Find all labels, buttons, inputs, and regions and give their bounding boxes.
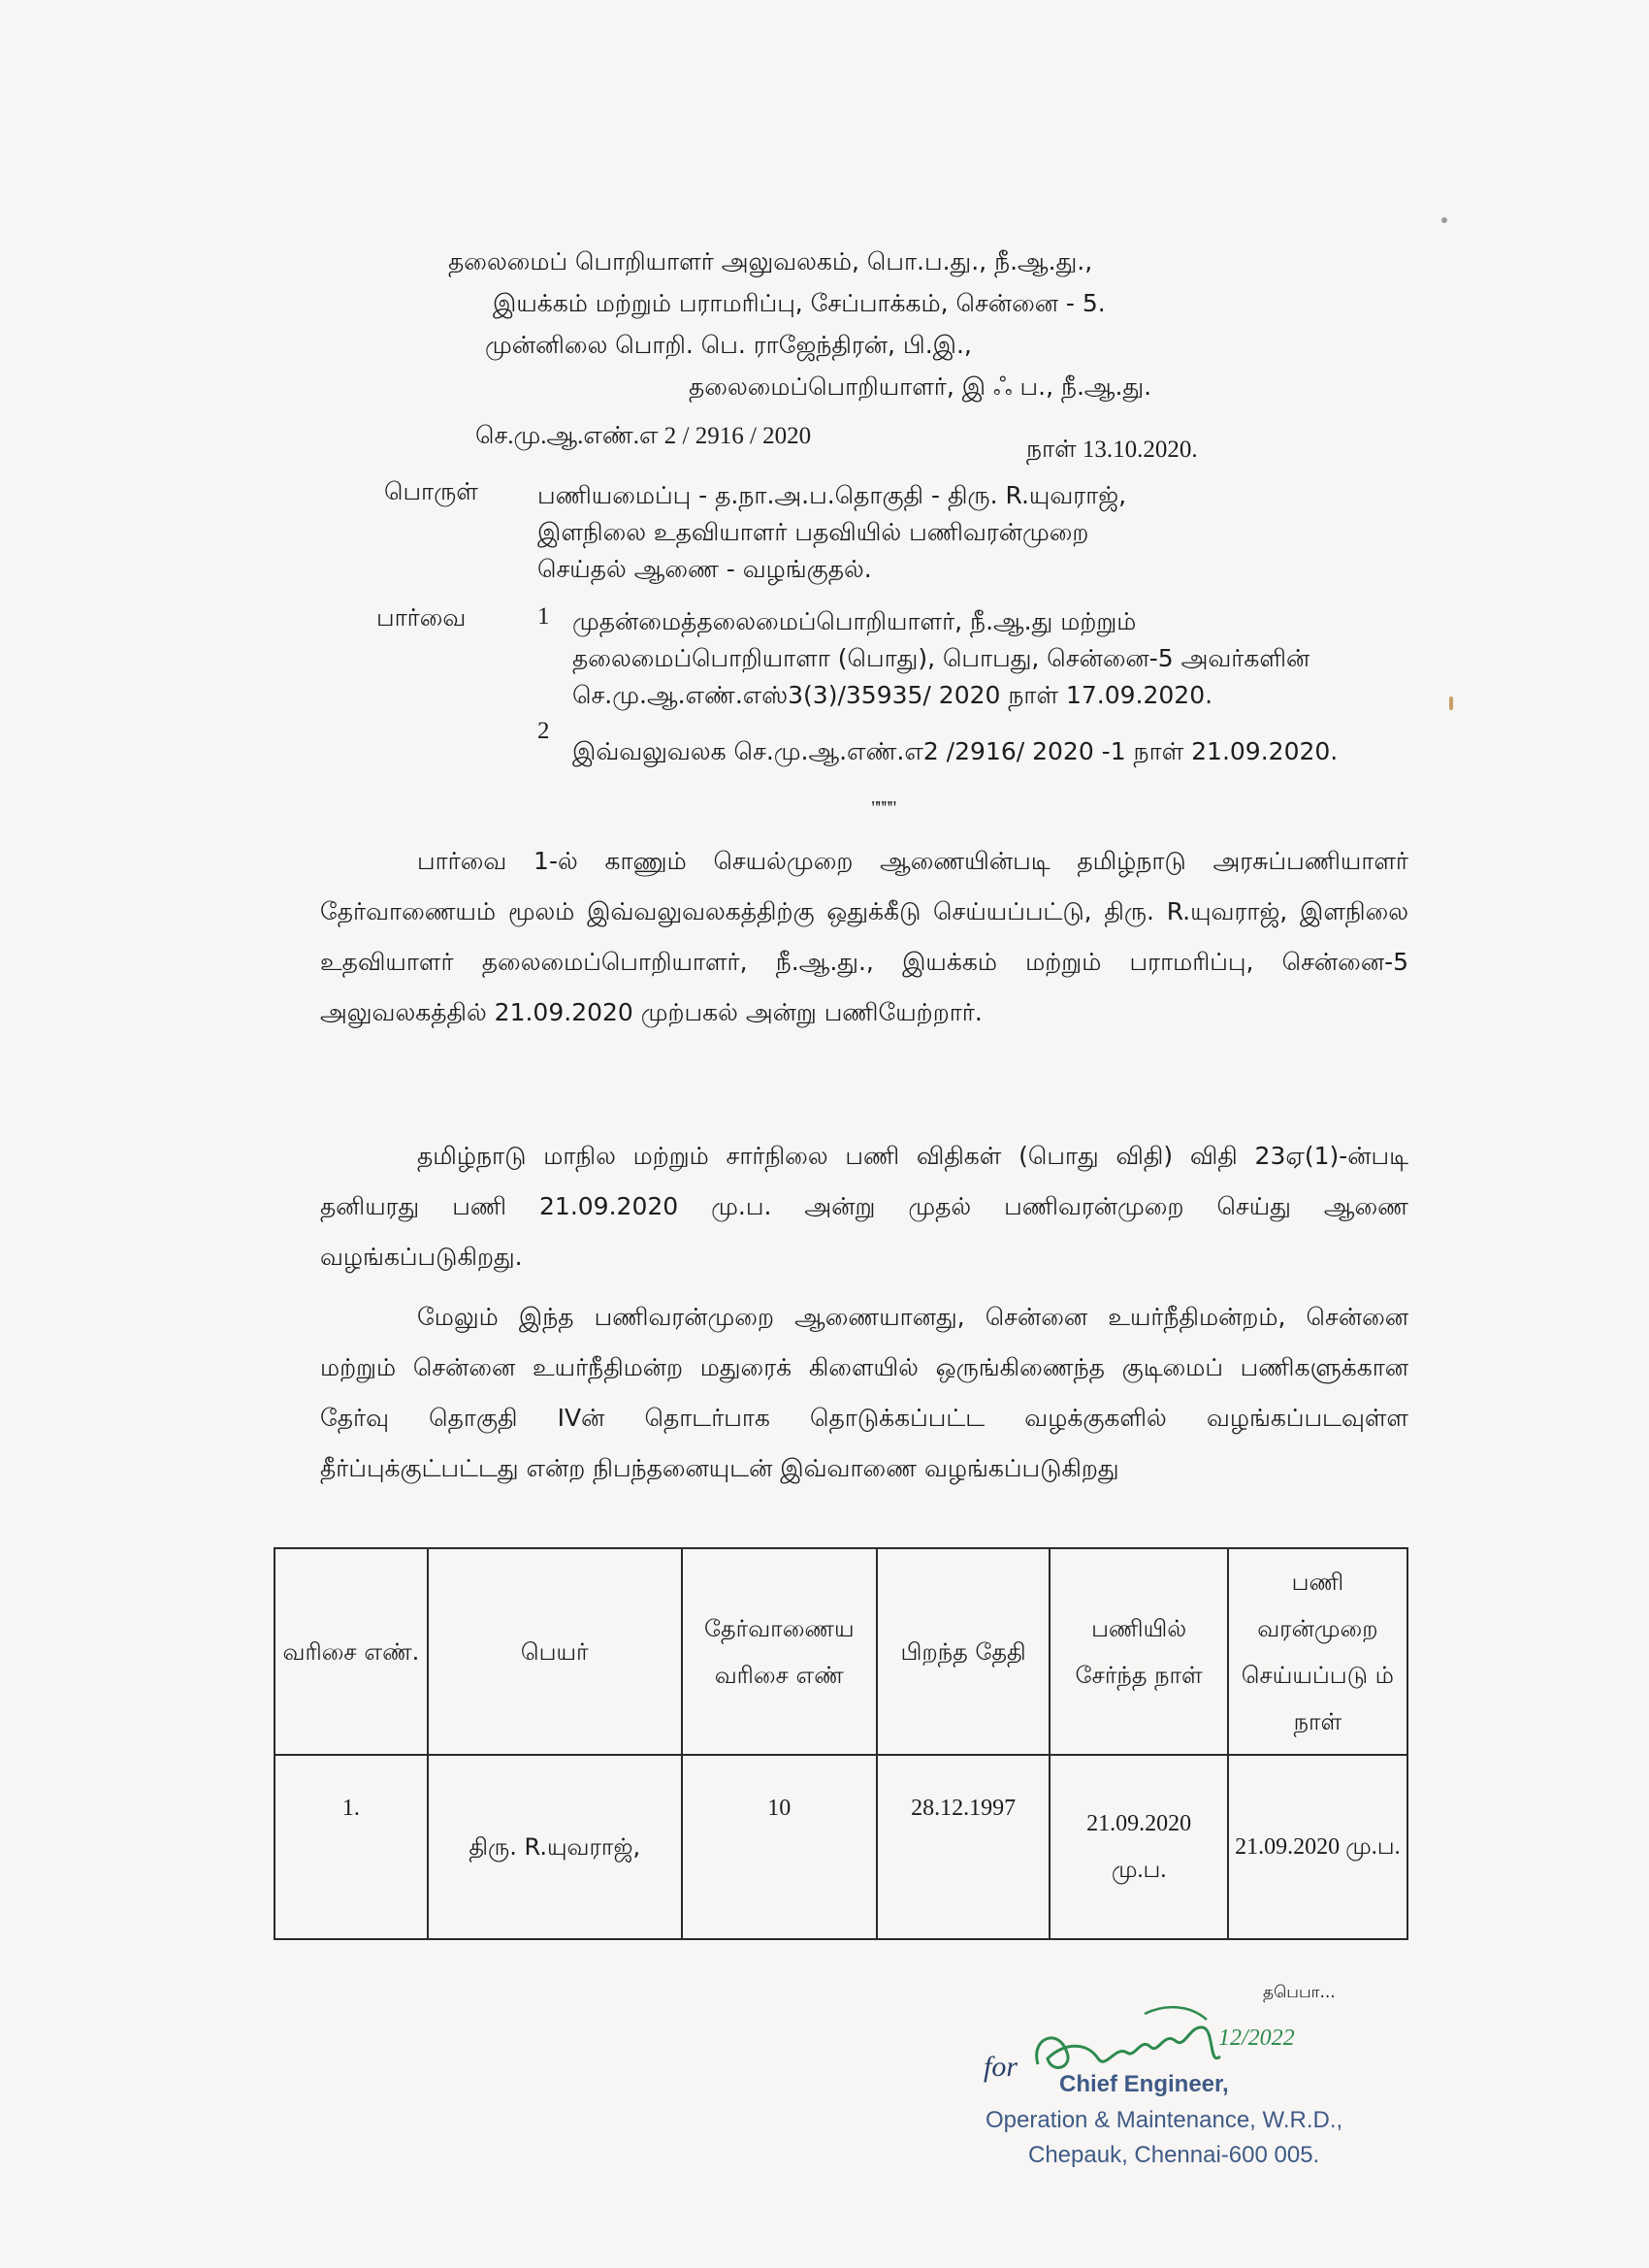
reference-line: இவ்வலுவலக செ.மு.ஆ.எண்.எ2 /2916/ 2020 -1 நாள் 21.09.2020. [572,737,1339,765]
cell-tnpsc-rank: 10 [682,1755,877,1939]
paragraph-opening-word: பார்வை [417,847,507,875]
column-header-regularisation-date: பணி வரன்முறை செய்யப்படு ம் நாள் [1228,1548,1407,1755]
reference-number-1: 1 [537,603,550,630]
subject-line: இளநிலை உதவியாளர் பதவியில் பணிவரன்முறை [537,518,1089,546]
table-header-row [275,1548,1407,1755]
proceedings-number: செ.மு.ஆ.எண்.எ 2 / 2916 / 2020 [475,423,812,449]
reference-line: தலைமைப்பொறியாளா (பொது), பொபது, சென்னை-5 அவர்களின் [572,644,1310,672]
signature-stroke [1037,2027,1220,2068]
reference-item-2 [572,737,1338,769]
cell-joining-date: 21.09.2020 மு.ப. [1050,1755,1227,1939]
body-paragraph-3 [320,1292,1408,1494]
paragraph-opening-word: தமிழ்நாடு [417,1142,527,1170]
reference-number-2: 2 [537,718,550,744]
signatory-office: Operation & Maintenance, W.R.D., [986,2107,1343,2133]
continued-mark: தபெபா... [1263,1983,1336,2002]
cell-name: திரு. R.யுவராஜ், [428,1755,682,1939]
cell-regularisation-date: 21.09.2020 மு.ப. [1228,1755,1407,1939]
reference-item-1 [572,603,1310,714]
signatory-address: Chepauk, Chennai-600 005. [1028,2142,1320,2168]
column-header-joining-date: பணியில் சேர்ந்த நாள் [1050,1548,1227,1755]
subject-label: பொருள் [384,477,478,505]
separator-mark: """" [871,797,895,819]
signature-date-scrawl: 12/2022 [1218,2025,1295,2051]
regularisation-table [274,1547,1408,1940]
cell-date-of-birth: 28.12.1997 [877,1755,1051,1939]
table-row [275,1755,1407,1939]
column-header-name: பெயர் [428,1548,682,1755]
body-paragraph-1 [320,836,1408,1038]
cell-serial-no: 1. [275,1755,428,1939]
signature-for-text: for [984,2051,1018,2083]
column-header-serial-no: வரிசை எண். [275,1548,428,1755]
column-header-tnpsc-rank: தேர்வாணைய வரிசை எண் [682,1548,877,1755]
designation-line: தலைமைப்பொறியாளர், இ ஃ ப., நீ.ஆ.து. [689,373,1152,401]
paragraph-text: 1-ல் காணும் செயல்முறை ஆணையின்படி தமிழ்நாடு அரசுப்பணியாளர் தேர்வாணையம் மூலம் இவ்வலுவலகத்திற்கு ஒதுக்கீடு செய்யப்பட்டு, திரு. R.யுவராஜ், இளநிலை உதவியாளர் தலைமைப்பொறியாளர், நீ.ஆ.து., இயக்கம் மற்றும் பராமரிப்பு, சென்னை-5 அலுவலகத்தில் 21.09.2020 முற்பகல் அன்று பணியேற்றார். [320,847,1408,1026]
scan-speck [1449,697,1453,710]
reference-line: முதன்மைத்தலைமைப்பொறியாளர், நீ.ஆ.து மற்றும் [572,607,1137,635]
paragraph-text: இந்த பணிவரன்முறை ஆணையானது, சென்னை உயர்நீதிமன்றம், சென்னை மற்றும் சென்னை உயர்நீதிமன்ற மதுரைக் கிளையில் ஒருங்கிணைந்த குடிமைப் பணிகளுக்கான தேர்வு தொகுதி IVன் தொடர்பாக தொடுக்கப்பட்ட வழக்குகளில் வழங்கப்படவுள்ள தீர்ப்புக்குட்பட்டது என்ற நிபந்தனையுடன் இவ்வாணை வழங்கப்படுகிறது [320,1303,1408,1482]
scan-speck [1441,217,1447,223]
reference-line: செ.மு.ஆ.எண்.எஸ்3(3)/35935/ 2020 நாள் 17.09.2020. [572,681,1213,709]
subject-text [537,477,1126,588]
paragraph-opening-word: மேலும் [417,1303,499,1331]
proceedings-date: நாள் 13.10.2020. [1026,437,1198,463]
column-header-date-of-birth: பிறந்த தேதி [877,1548,1051,1755]
paragraph-text: மாநில மற்றும் சார்நிலை பணி விதிகள் (பொது விதி) விதி 23ஏ(1)-ன்படி தனியரது பணி 21.09.2020 மு.ப. அன்று முதல் பணிவரன்முறை செய்து ஆணை வழங்கப்படுகிறது. [320,1142,1408,1271]
subject-line: செய்தல் ஆணை - வழங்குதல். [537,555,872,583]
signature-flourish [1145,2007,1207,2020]
body-paragraph-2 [320,1131,1408,1282]
office-title-line-2: இயக்கம் மற்றும் பராமரிப்பு, சேப்பாக்கம், சென்னை - 5. [493,289,1106,317]
references-label: பார்வை [376,603,467,632]
subject-line: பணியமைப்பு - த.நா.அ.ப.தொகுதி - திரு. R.யுவராஜ், [537,481,1127,509]
signatory-designation: Chief Engineer, [1059,2071,1229,2097]
presiding-officer-line: முன்னிலை பொறி. பெ. ராஜேந்திரன், பி.இ., [485,331,972,359]
office-title-line-1: தலைமைப் பொறியாளர் அலுவலகம், பொ.ப.து., நீ.ஆ.து., [448,247,1093,275]
